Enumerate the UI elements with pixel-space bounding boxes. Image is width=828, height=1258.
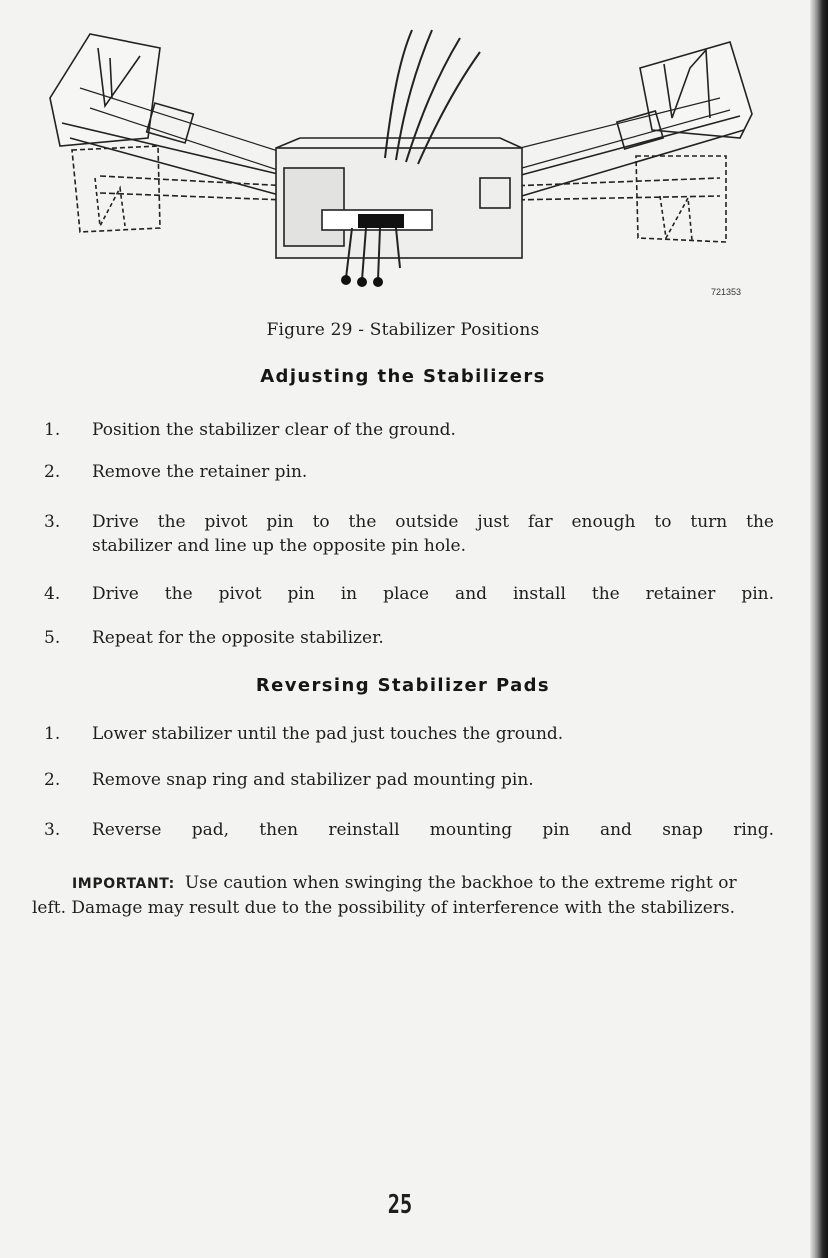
step-text-line-2: stabilizer and line up the opposite pin hole. xyxy=(92,536,467,556)
stabilizer-drawing xyxy=(40,28,760,298)
figure-reference-number: 721353 xyxy=(711,287,742,297)
step-number: 3. xyxy=(44,820,61,840)
adjust-step-3 xyxy=(44,510,774,558)
adjust-step-4 xyxy=(44,582,774,606)
step-number: 3. xyxy=(44,512,61,532)
adjust-step-2 xyxy=(44,460,774,484)
step-text-line-1: Drive the pivot pin to the outside just far enough to turn the xyxy=(92,512,774,532)
reverse-step-1 xyxy=(44,722,774,746)
step-number: 1. xyxy=(44,420,61,440)
step-text: Drive the pivot pin in place and install the retainer pin. xyxy=(92,584,774,604)
step-number: 2. xyxy=(44,462,61,482)
step-number: 1. xyxy=(44,724,61,744)
adjust-step-1 xyxy=(44,418,774,442)
adjust-step-5 xyxy=(44,626,774,650)
heading-reversing-pads: Reversing Stabilizer Pads xyxy=(255,675,551,696)
figure-caption: Figure 29 - Stabilizer Positions xyxy=(266,320,540,340)
step-text: Reverse pad, then reinstall mounting pin and snap ring. xyxy=(92,820,774,840)
page-number: 25 xyxy=(387,1190,413,1220)
important-label: IMPORTANT: xyxy=(72,876,175,892)
step-number: 5. xyxy=(44,628,61,648)
step-text: Repeat for the opposite stabilizer. xyxy=(92,628,384,648)
step-text: Remove snap ring and stabilizer pad mounting pin. xyxy=(92,770,534,790)
book-spine-shadow xyxy=(810,0,828,1258)
important-text: Use caution when swinging the backhoe to the extreme right or left. Damage may result due to the possibility of interference with the stabilizers. xyxy=(32,873,737,918)
important-note xyxy=(32,871,762,920)
step-number: 2. xyxy=(44,770,61,790)
step-text: Remove the retainer pin. xyxy=(92,462,308,482)
step-text: Position the stabilizer clear of the ground. xyxy=(92,420,456,440)
reverse-step-3 xyxy=(44,818,774,842)
reverse-step-2 xyxy=(44,768,774,792)
heading-adjusting-stabilizers: Adjusting the Stabilizers xyxy=(260,366,546,387)
step-text: Lower stabilizer until the pad just touches the ground. xyxy=(92,724,564,744)
step-number: 4. xyxy=(44,584,61,604)
stabilizer-illustration xyxy=(40,28,760,298)
